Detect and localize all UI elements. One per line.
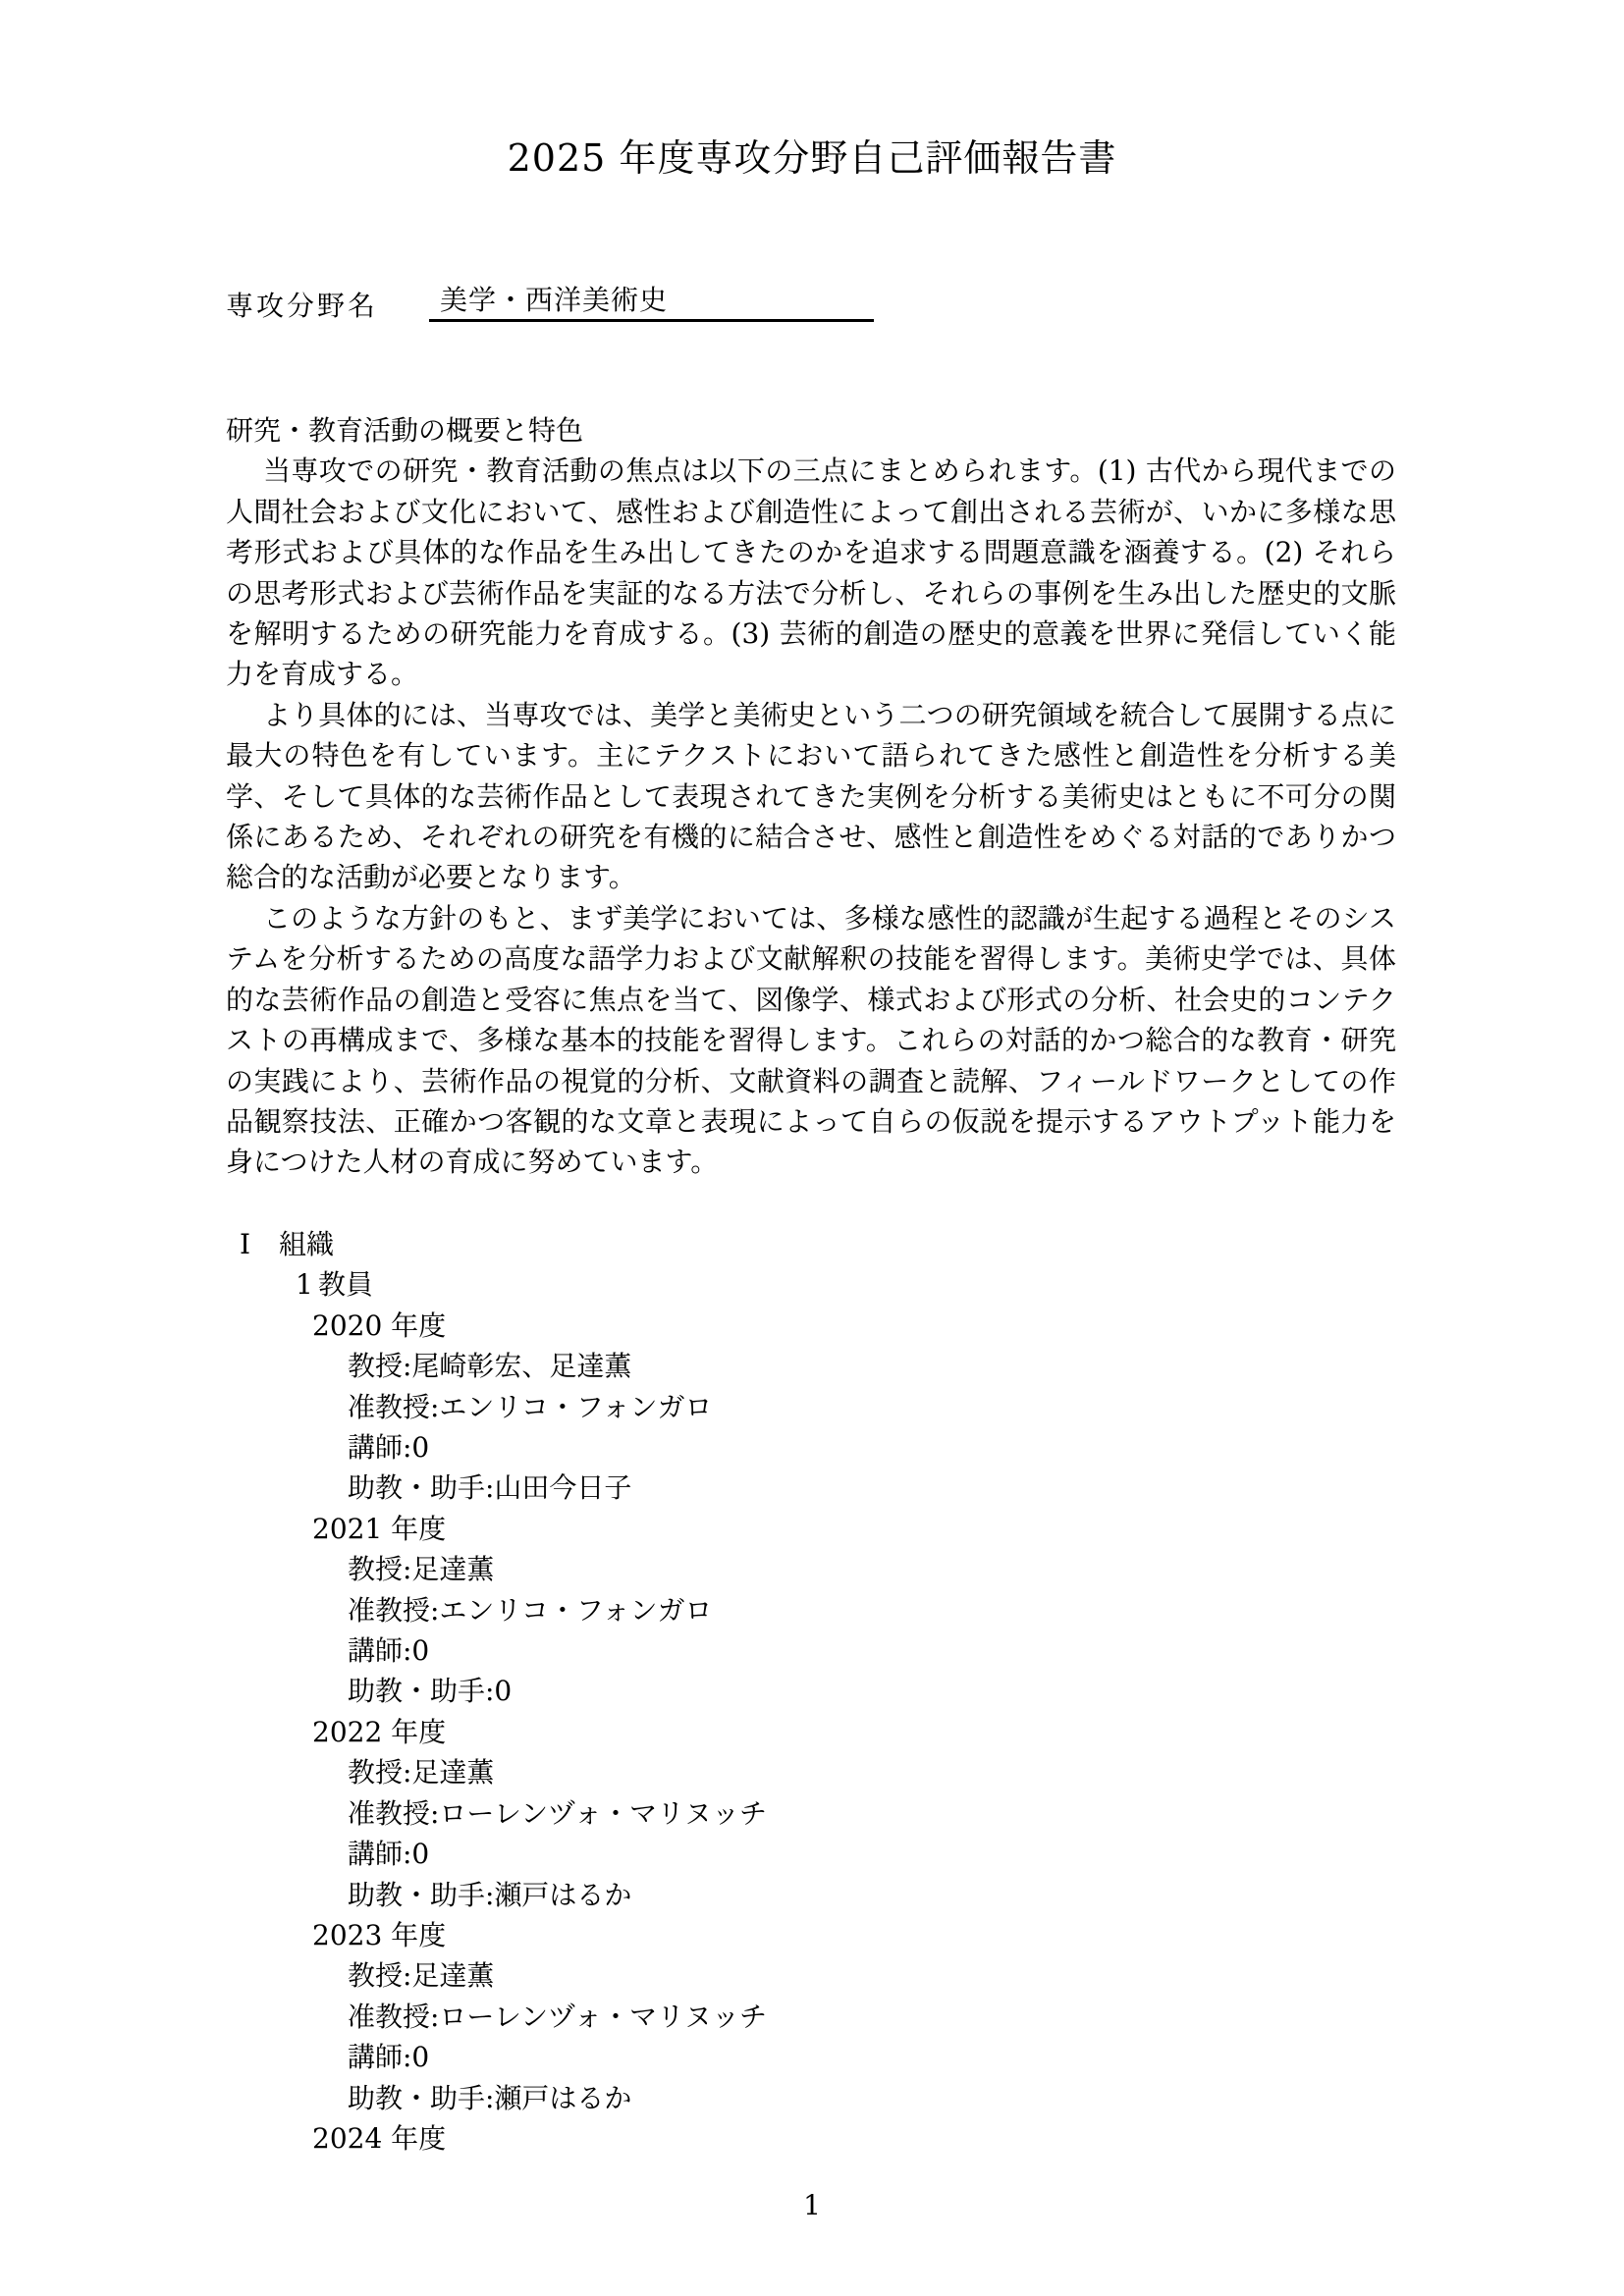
staff-line: 講師:0 — [348, 1431, 430, 1465]
overview-section — [226, 410, 1396, 1183]
subsection-title: 教員 — [318, 1268, 374, 1302]
year-heading: 2023 年度 — [312, 1918, 447, 1951]
year-heading: 2024 年度 — [312, 2121, 447, 2155]
overview-paragraph-1: 当専攻での研究・教育活動の焦点は以下の三点にまとめられます。(1) 古代から現代までの人間社会および文化において、感性および創造性によって創出される芸術が、いかに多様な思考形式および具体的な作品を生み出してきたのかを追求する問題意識を涵養する。(2) それらの思考形式および芸術作品を実証的なる方法で分析し、それらの事例を生み出した歴史的文脈を解明するための研究能力を育成する。(3) 芸術的創造の歴史的意義を世界に発信していく能力を育成する。 — [226, 454, 1396, 691]
overview-paragraph-2: より具体的には、当専攻では、美学と美術史という二つの研究領域を統合して展開する点に最大の特色を有しています。主にテクストにおいて語られてきた感性と創造性を分析する美学、そして具体的な芸術作品として表現されてきた実例を分析する美術史はともに不可分の関係にあるため、それぞれの研究を有機的に結合させ、感性と創造性をめぐる対話的でありかつ総合的な活動が必要となります。 — [226, 698, 1396, 894]
staff-line: 講師:0 — [348, 1634, 430, 1668]
year-heading: 2020 年度 — [312, 1308, 447, 1342]
staff-line: 講師:0 — [348, 2041, 430, 2074]
subsection-number: 1 — [296, 1268, 313, 1302]
staff-line: 助教・助手:瀬戸はるか — [348, 2081, 632, 2114]
staff-line: 准教授:ローレンヅォ・マリヌッチ — [348, 1796, 768, 1830]
section-title: 組織 — [279, 1228, 335, 1260]
field-name-label: 専攻分野名 — [226, 290, 379, 322]
subsection-heading — [226, 1264, 1396, 1305]
document-title: 2025 年度専攻分野自己評価報告書 — [507, 136, 1117, 180]
staff-line: 准教授:ローレンヅォ・マリヌッチ — [348, 2000, 768, 2033]
staff-line: 教授:足達薫 — [348, 1959, 495, 1993]
section-number: Ⅰ — [240, 1228, 251, 1260]
faculty-years — [226, 1306, 1396, 2160]
overview-paragraph-3: このような方針のもと、まず美学においては、多様な感性的認識が生起する過程とそのシステムを分析するための高度な語学力および文献解釈の技能を習得します。美術史学では、具体的な芸術作品の創造と受容に焦点を当て、図像学、様式および形式の分析、社会史的コンテクストの再構成まで、多様な基本的技能を習得します。これらの対話的かつ総合的な教育・研究の実践により、芸術作品の視覚的分析、文献資料の調査と読解、フィールドワークとしての作品観察技法、正確かつ客観的な文章と表現によって自らの仮説を提示するアウトプット能力を身につけた人材の育成に努めています。 — [226, 901, 1396, 1179]
staff-line: 講師:0 — [348, 1838, 430, 1871]
staff-line: 教授:足達薫 — [348, 1756, 495, 1789]
staff-line: 教授:尾崎彰宏、足達薫 — [348, 1350, 632, 1383]
staff-line: 助教・助手:瀬戸はるか — [348, 1878, 632, 1911]
staff-line: 助教・助手:0 — [348, 1675, 513, 1708]
year-heading: 2021 年度 — [312, 1512, 447, 1545]
staff-line: 教授:足達薫 — [348, 1553, 495, 1586]
year-heading: 2022 年度 — [312, 1715, 447, 1748]
section-heading — [226, 1224, 1396, 1264]
organization-section — [226, 1224, 1396, 2159]
staff-line: 准教授:エンリコ・フォンガロ — [348, 1390, 713, 1423]
overview-heading: 研究・教育活動の概要と特色 — [226, 414, 584, 447]
page-number: 1 — [803, 2189, 821, 2221]
staff-line: 准教授:エンリコ・フォンガロ — [348, 1593, 713, 1627]
staff-line: 助教・助手:山田今日子 — [348, 1471, 632, 1505]
field-name-value: 美学・西洋美術史 — [429, 279, 874, 322]
